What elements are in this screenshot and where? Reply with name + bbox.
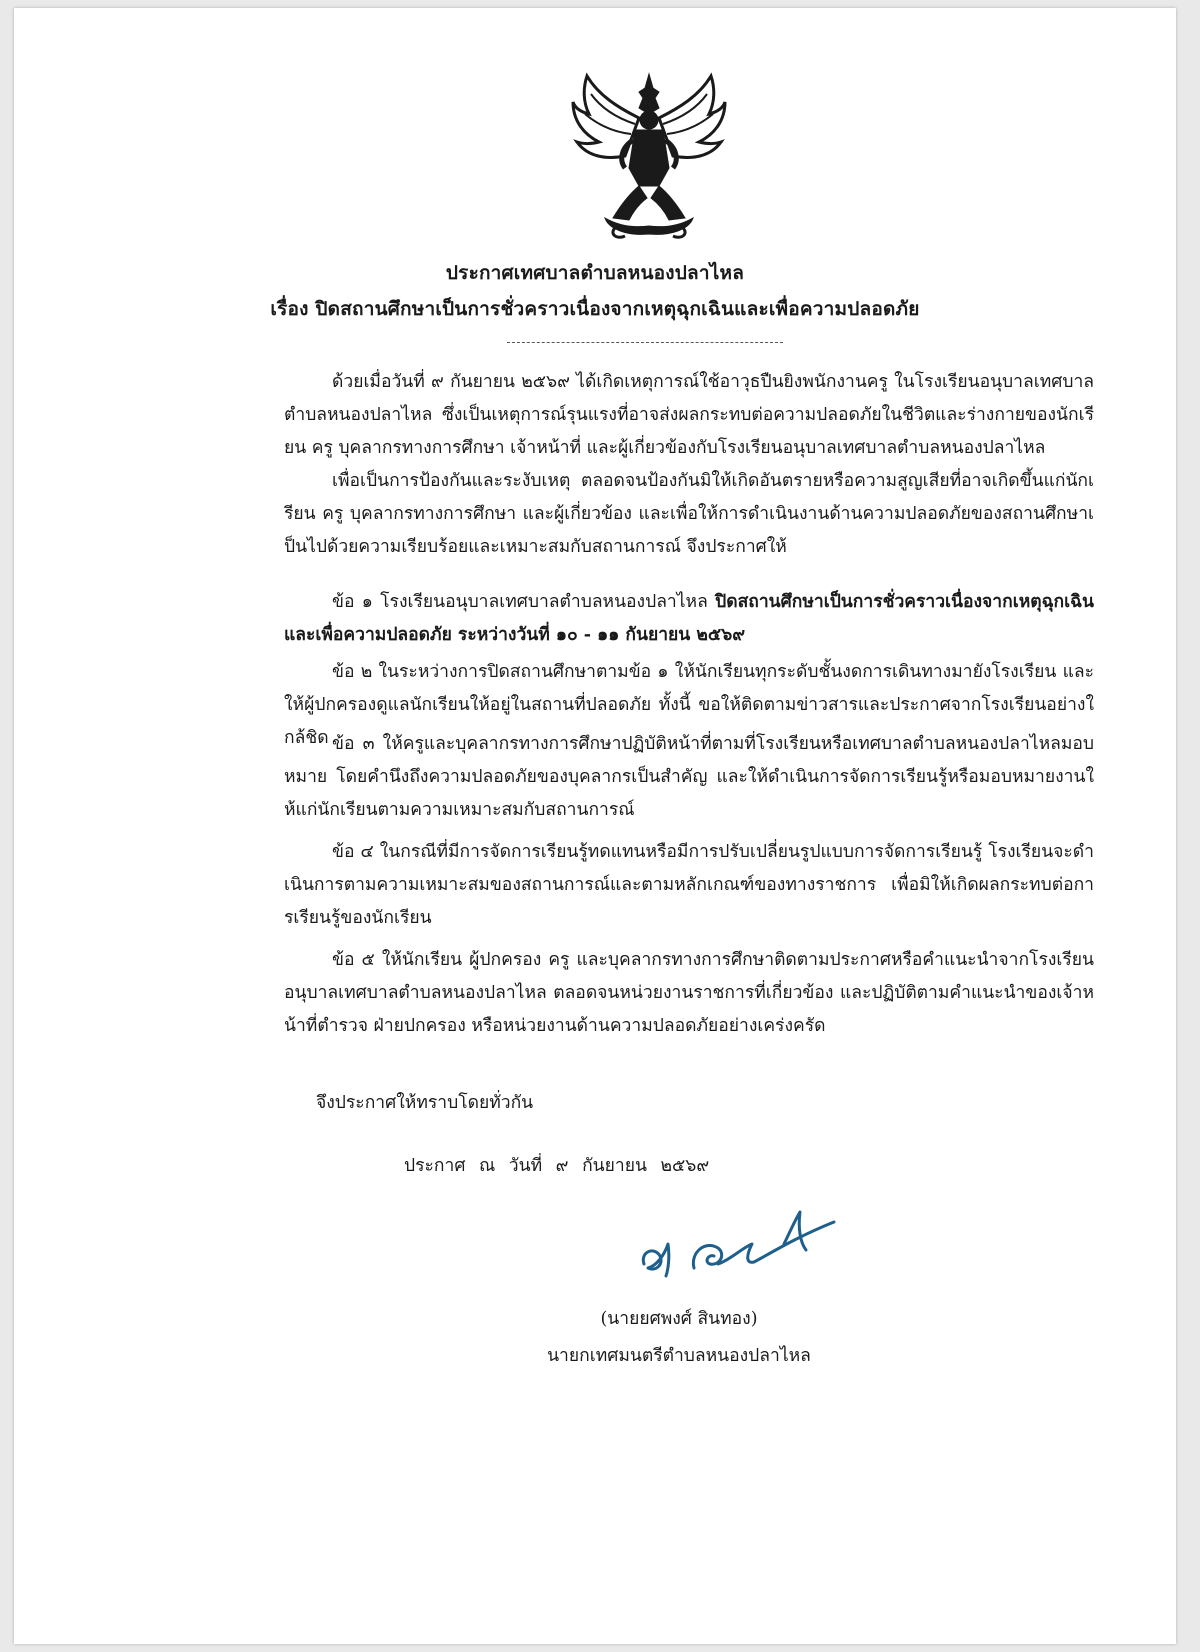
signer-position: นายกเทศมนตรีตำบลหนองปลาไหล bbox=[547, 1346, 811, 1366]
document-subject: เรื่อง ปิดสถานศึกษาเป็นการชั่วคราวเนื่องจากเหตุฉุกเฉินและเพื่อความปลอดภัย bbox=[270, 298, 920, 320]
handwritten-signature bbox=[634, 1198, 874, 1288]
closing-statement: จึงประกาศให้ทราบโดยทั่วกัน bbox=[316, 1093, 534, 1113]
clause-1-closure-dates: ปิดสถานศึกษาเป็นการชั่วคราวเนื่องจากเหตุฉุกเฉินและเพื่อความปลอดภัย ระหว่างวันที่ ๑๐ - ๑๑ กันยายน ๒๕๖๙ bbox=[284, 592, 1094, 645]
announcement-date: ประกาศ ณ วันที่ ๙ กันยายน ๒๕๖๙ bbox=[404, 1156, 710, 1176]
paragraph-clause-4: ข้อ ๔ ในกรณีที่มีการจัดการเรียนรู้ทดแทนหรือมีการปรับเปลี่ยนรูปแบบการจัดการเรียนรู้ โรงเรียนจะดำเนินการตามความเหมาะสมของสถานการณ์และตามหลักเกณฑ์ของทางราชการ เพื่อมิให้เกิดผลกระทบต่อการเรียนรู้ของนักเรียน bbox=[284, 842, 1094, 928]
clause-1-lead: ข้อ ๑ โรงเรียนอนุบาลเทศบาลตำบลหนองปลาไหล bbox=[332, 592, 716, 612]
signer-name: (นายยศพงศ์ สินทอง) bbox=[600, 1309, 758, 1329]
paragraph-clause-3: ข้อ ๓ ให้ครูและบุคลากรทางการศึกษาปฏิบัติหน้าที่ตามที่โรงเรียนหรือเทศบาลตำบลหนองปลาไหลมอบหมาย โดยคำนึงถึงความปลอดภัยของบุคลากรเป็นสำคัญ และให้ดำเนินการจัดการเรียนรู้หรือมอบหมายงานให้แก่นักเรียนตามความเหมาะสมกับสถานการณ์ bbox=[284, 734, 1094, 820]
paragraph-purpose: เพื่อเป็นการป้องกันและระงับเหตุ ตลอดจนป้องกันมิให้เกิดอันตรายหรือความสูญเสียที่อาจเกิดขึ้นแก่นักเรียน ครู บุคลากรทางการศึกษา และผู้เกี่ยวข้อง และเพื่อให้การดำเนินงานด้านความปลอดภัยของสถานศึกษาเป็นไปด้วยความเรียบร้อยและเหมาะสมกับสถานการณ์ จึงประกาศให้ bbox=[284, 471, 1094, 557]
paragraph-clause-1 bbox=[284, 586, 1094, 652]
paragraph-clause-2: ข้อ ๒ ในระหว่างการปิดสถานศึกษาตามข้อ ๑ ให้นักเรียนทุกระดับชั้นงดการเดินทางมายังโรงเรียน และให้ผู้ปกครองดูแลนักเรียนให้อยู่ในสถานที่ปลอดภัย ทั้งนี้ ขอให้ติดตามข่าวสารและประกาศจากโรงเรียนอย่างใกล้ชิด bbox=[284, 662, 1094, 748]
paragraph-clause-5: ข้อ ๕ ให้นักเรียน ผู้ปกครอง ครู และบุคลากรทางการศึกษาติดตามประกาศหรือคำแนะนำจากโรงเรียนอนุบาลเทศบาลตำบลหนองปลาไหล ตลอดจนหน่วยงานราชการที่เกี่ยวข้อง และปฏิบัติตามคำแนะนำของเจ้าหน้าที่ตำรวจ ฝ่ายปกครอง หรือหน่วยงานด้านความปลอดภัยอย่างเคร่งครัด bbox=[284, 950, 1094, 1036]
garuda-emblem-icon bbox=[569, 68, 729, 240]
paragraph-incident: ด้วยเมื่อวันที่ ๙ กันยายน ๒๕๖๙ ได้เกิดเหตุการณ์ใช้อาวุธปืนยิงพนักงานครู ในโรงเรียนอนุบาลเทศบาลตำบลหนองปลาไหล ซึ่งเป็นเหตุการณ์รุนแรงที่อาจส่งผลกระทบต่อความปลอดภัยในชีวิตและร่างกายของนักเรียน ครู บุคลากรทางการศึกษา เจ้าหน้าที่ และผู้เกี่ยวข้องกับโรงเรียนอนุบาลเทศบาลตำบลหนองปลาไหล bbox=[284, 372, 1094, 458]
document-page bbox=[14, 8, 1176, 1644]
document-title: ประกาศเทศบาลตำบลหนองปลาไหล bbox=[445, 262, 745, 284]
heading-divider bbox=[507, 342, 783, 343]
